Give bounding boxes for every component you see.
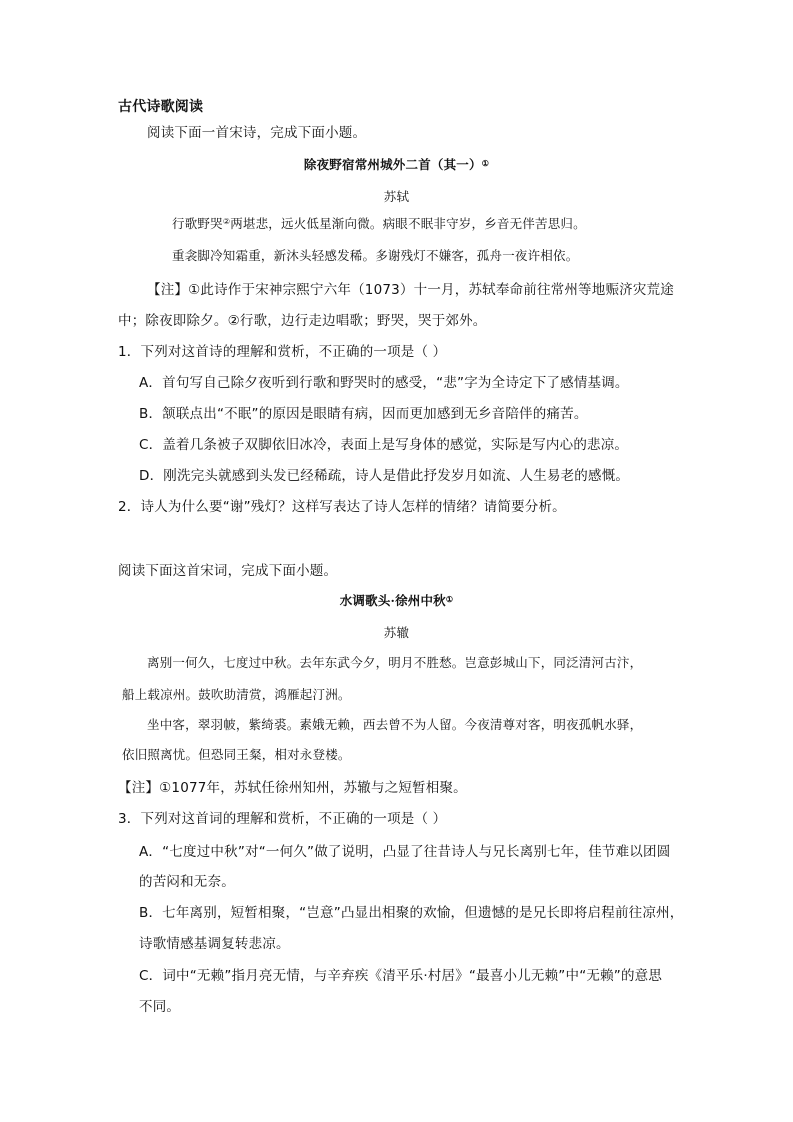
question-2: 2．诗人为什么要“谢”残灯？这样写表达了诗人怎样的情绪？请简要分析。 [118,499,566,515]
question-3-option-c-line1: C．词中“无赖”指月亮无情，与辛弃疾《清平乐·村居》“最喜小儿无赖”中“无赖”的意思 [139,968,663,984]
question-3-option-b-line2: 诗歌情感基调复转悲凉。 [139,936,290,952]
section1-intro: 阅读下面一首宋诗，完成下面小题。 [147,125,367,141]
question-1-option-b: B．颔联点出“不眠”的原因是眼睛有病，因而更加感到无乡音陪伴的痛苦。 [139,406,588,422]
section-heading: 古代诗歌阅读 [118,99,204,115]
question-3-option-c-line2: 不同。 [139,999,181,1015]
question-3: 3．下列对这首词的理解和赏析，不正确的一项是（ ） [118,811,447,827]
poem1-note-line1: 【注】①此诗作于宋神宗熙宁六年（1073）十一月，苏轼奉命前往常州等地赈济灾荒途 [147,282,674,298]
question-3-option-a-line2: 的苦闷和无奈。 [139,874,235,890]
poem1-line1: 行歌野哭②两堪悲，远火低星渐向微。病眼不眠非守岁，乡音无伴苦思归。 [172,216,586,231]
poem1-note-line2: 中；除夜即除夕。②行歌，边行走边唱歌；野哭，哭于郊外。 [118,313,487,329]
poem2-stanza1-line1: 离别一何久，七度过中秋。去年东武今夕，明月不胜愁。岂意彭城山下，同泛清河古汴， [147,655,643,670]
section2-intro: 阅读下面这首宋词，完成下面小题。 [118,563,338,579]
poem2-stanza2-line1: 坐中客，翠羽帔，紫绮裘。素娥无赖，西去曾不为人留。今夜清尊对客，明夜孤帆水驿， [147,717,643,732]
poem2-stanza2-line2: 依旧照离忧。但恐同王粲，相对永登楼。 [122,747,351,762]
poem1-title: 除夜野宿常州城外二首（其一）① [303,157,490,172]
poem2-stanza1-line2: 船上载凉州。鼓吹助清赏，鸿雁起汀洲。 [122,687,351,702]
poem1-line2: 重衾脚冷知霜重，新沐头轻感发稀。多谢残灯不嫌客，孤舟一夜许相依。 [172,248,579,263]
question-3-option-b-line1: B．七年离别，短暂相聚，“岂意”凸显出相聚的欢愉，但遗憾的是兄长即将启程前往凉州， [139,905,684,921]
poem2-title: 水调歌头·徐州中秋① [339,593,454,608]
question-1: 1．下列对这首诗的理解和赏析，不正确的一项是（ ） [118,344,447,360]
poem1-author: 苏轼 [383,189,410,204]
question-1-option-c: C．盖着几条被子双脚依旧冰冷，表面上是写身体的感觉，实际是写内心的悲凉。 [139,437,629,453]
question-1-option-d: D．刚洗完头就感到头发已经稀疏，诗人是借此抒发岁月如流、人生易老的感慨。 [139,468,630,484]
question-1-option-a: A．首句写自己除夕夜听到行歌和野哭时的感受，“悲”字为全诗定下了感情基调。 [139,375,629,391]
question-3-option-a-line1: A．“七度过中秋”对“一何久”做了说明，凸显了往昔诗人与兄长离别七年，佳节难以团圆 [139,844,671,860]
poem2-note: 【注】①1077年，苏轼任徐州知州，苏辙与之短暂相聚。 [118,780,467,796]
poem2-author: 苏辙 [383,625,410,640]
